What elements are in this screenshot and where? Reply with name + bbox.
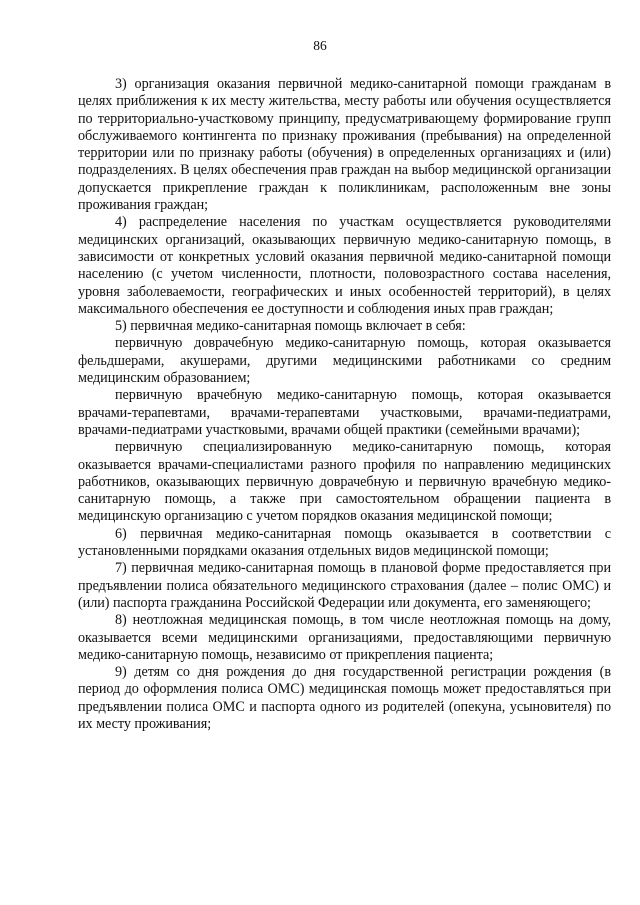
page-number: 86 <box>313 38 327 53</box>
paragraph-physician-care: первичную врачебную медико-санитарную помощь, которая оказывается врачами-терапевтами, врачами-терапевтами участковыми, врачами-педиатрами, врачами-педиатрами участковыми, врачами общей практики (семейными врачами); <box>78 387 611 438</box>
paragraph-item-8: 8) неотложная медицинская помощь, в том числе неотложная помощь на дому, оказывается всеми медицинскими организациями, предоставляющими первичную медико-санитарную помощь, независимо от прикрепления пациента; <box>78 612 611 663</box>
paragraph-prehospital-care: первичную доврачебную медико-санитарную помощь, которая оказывается фельдшерами, акушерами, другими медицинскими работниками со средним медицинским образованием; <box>78 335 611 387</box>
paragraph-item-6: 6) первичная медико-санитарная помощь оказывается в соответствии с установленными порядками оказания отдельных видов медицинской помощи; <box>78 525 611 560</box>
paragraph-item-7: 7) первичная медико-санитарная помощь в плановой форме предоставляется при предъявлении полиса обязательного медицинского страхования (далее – полис ОМС) и (или) паспорта гражданина Российской Федерации или документа, его заменяющего; <box>78 560 611 611</box>
paragraph-item-4: 4) распределение населения по участкам осуществляется руководителями медицинских организаций, оказывающих первичную медико-санитарную помощь, в зависимости от конкретных условий оказания первичной медико-санитарной помощи населению (с учетом численности, плотности, половозрастного состава населения, уровня заболеваемости, географических и иных особенностей территорий), в целях максимального обеспечения ее доступности и соблюдения иных прав граждан; <box>78 214 611 317</box>
paragraph-item-5: 5) первичная медико-санитарная помощь включает в себя: <box>115 318 466 335</box>
paragraph-specialized-care: первичную специализированную медико-санитарную помощь, которая оказывается врачами-специалистами разного профиля по направлению медицинских работников, оказывающих первичную доврачебную и первичную врачебную медико-санитарную помощь, а также при самостоятельном обращении пациента в медицинскую организацию с учетом порядков оказания медицинской помощи; <box>78 439 611 525</box>
paragraph-item-3: 3) организация оказания первичной медико-санитарной помощи гражданам в целях приближения к их месту жительства, месту работы или обучения осуществляется по территориально-участковому принципу, предусматривающему формирование групп обслуживаемого контингента по признаку проживания (пребывания) на определенной территории или по признаку работы (обучения) в определенных организациях и (или) подразделениях. В целях обеспечения прав граждан на выбор медицинской организации допускается прикрепление граждан к поликлиникам, расположенным вне зоны проживания граждан; <box>78 76 611 214</box>
paragraph-item-9: 9) детям со дня рождения до дня государственной регистрации рождения (в период до оформления полиса ОМС) медицинская помощь может предоставляться при предъявлении полиса ОМС и паспорта одного из родителей (опекуна, усыновителя) по их месту проживания; <box>78 664 611 732</box>
body-text <box>78 76 611 733</box>
